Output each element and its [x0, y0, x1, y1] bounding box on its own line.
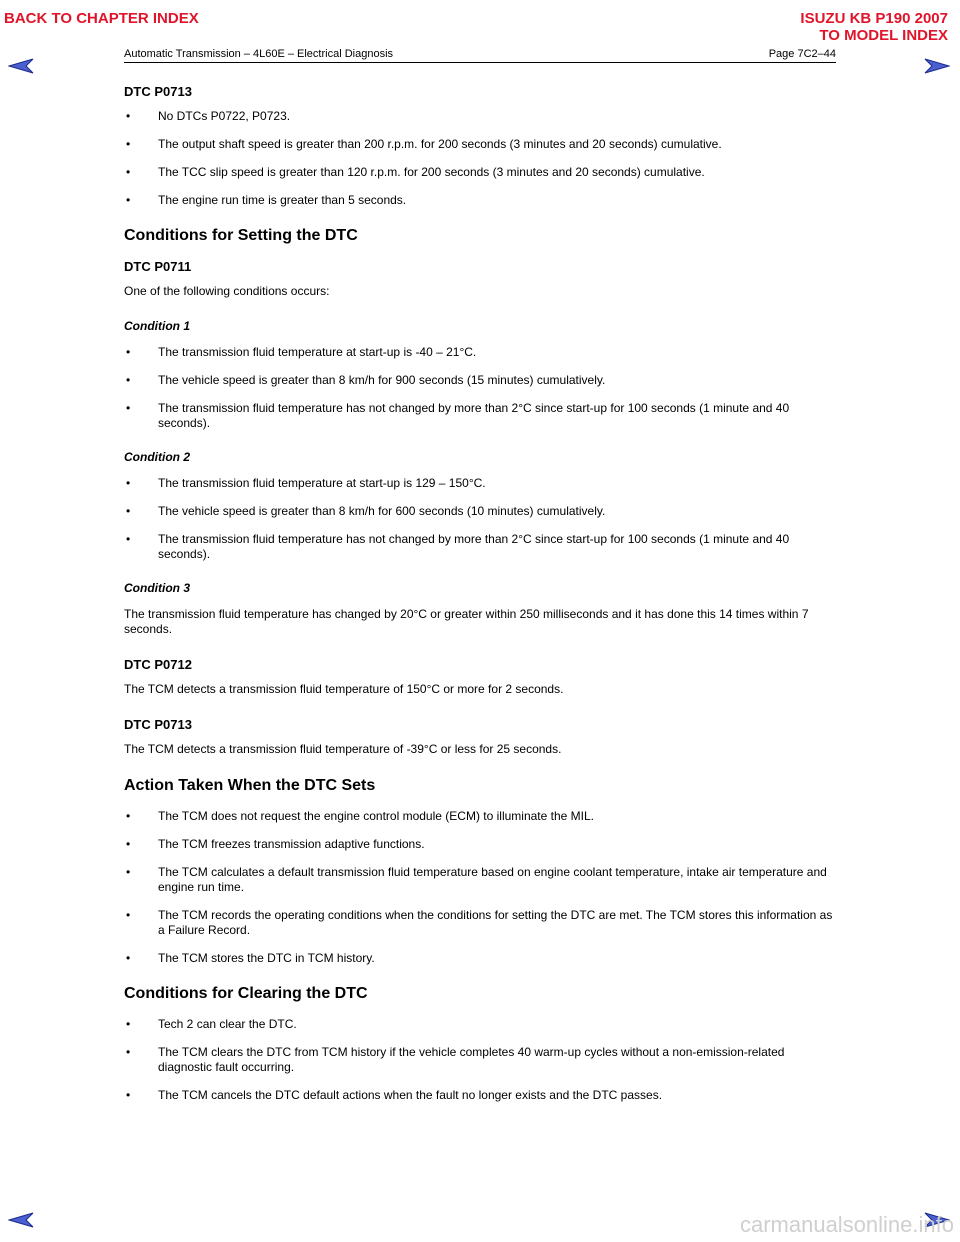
- bullet: •: [126, 401, 131, 415]
- list-item-text: The vehicle speed is greater than 8 km/h for 900 seconds (15 minutes) cumulatively.: [158, 373, 606, 387]
- list-item-text: The TCM stores the DTC in TCM history.: [158, 951, 375, 965]
- dtc-heading: DTC P0713: [124, 717, 192, 732]
- watermark: carmanualsonline.info: [739, 1212, 954, 1237]
- list-item: [124, 504, 836, 519]
- bullet-list: [124, 476, 836, 562]
- list-item: [124, 532, 836, 562]
- list-item-text: The transmission fluid temperature at start-up is -40 – 21°C.: [158, 345, 477, 359]
- section-heading: Conditions for Setting the DTC: [124, 227, 358, 244]
- bullet: •: [126, 165, 131, 179]
- bullet: •: [126, 476, 131, 490]
- list-item-text: The TCM does not request the engine control module (ECM) to illuminate the MIL.: [158, 809, 594, 823]
- bullet-list: [124, 809, 836, 966]
- bullet: •: [126, 345, 131, 359]
- list-item: [124, 865, 836, 895]
- list-item: [124, 1045, 836, 1075]
- list-item: [124, 951, 836, 966]
- bullet: •: [126, 1045, 131, 1059]
- condition-heading: Condition 2: [124, 450, 190, 464]
- list-item: [124, 373, 836, 388]
- list-item-text: The output shaft speed is greater than 200 r.p.m. for 200 seconds (3 minutes and 20 seconds) cumulative.: [158, 137, 722, 151]
- list-item-text: The transmission fluid temperature has not changed by more than 2°C since start-up for 100 seconds (1 minute and 40 seconds).: [158, 532, 790, 561]
- list-item: [124, 137, 836, 152]
- paragraph: One of the following conditions occurs:: [124, 284, 330, 298]
- bullet: •: [126, 837, 131, 851]
- document-title: Automatic Transmission – 4L60E – Electrical Diagnosis: [124, 48, 394, 60]
- list-item-text: The TCM cancels the DTC default actions when the fault no longer exists and the DTC passes.: [158, 1088, 663, 1102]
- list-item-text: The TCM freezes transmission adaptive functions.: [158, 837, 425, 851]
- list-item-text: The engine run time is greater than 5 seconds.: [158, 193, 407, 207]
- section-heading: Action Taken When the DTC Sets: [124, 777, 376, 794]
- list-item: [124, 109, 836, 124]
- next-page-arrow-icon[interactable]: [924, 58, 950, 74]
- list-item-text: The transmission fluid temperature at start-up is 129 – 150°C.: [158, 476, 486, 490]
- page-number: Page 7C2–44: [768, 48, 836, 60]
- list-item-text: The TCM records the operating conditions when the conditions for setting the DTC are met. The TCM stores this information as a Failure Record.: [158, 908, 833, 937]
- header-rule: [124, 62, 836, 63]
- bullet-list: [124, 1017, 836, 1103]
- list-item: [124, 1017, 836, 1032]
- dtc-heading: DTC P0711: [124, 259, 192, 274]
- list-item-text: No DTCs P0722, P0723.: [158, 109, 291, 123]
- list-item-text: The transmission fluid temperature has not changed by more than 2°C since start-up for 100 seconds (1 minute and 40 seconds).: [158, 401, 790, 430]
- bullet: •: [126, 865, 131, 879]
- paragraph: The transmission fluid temperature has changed by 20°C or greater within 250 milliseconds and it has done this 14 times within 7 seconds.: [124, 607, 809, 636]
- list-item: [124, 476, 836, 491]
- list-item: [124, 908, 836, 938]
- bullet: •: [126, 504, 131, 518]
- bullet: •: [126, 908, 131, 922]
- dtc-heading: DTC P0713: [124, 84, 192, 99]
- list-item-text: The TCM clears the DTC from TCM history if the vehicle completes 40 warm-up cycles without a non-emission-related diagnostic fault occurring.: [158, 1045, 785, 1074]
- bullet: •: [126, 809, 131, 823]
- list-item-text: Tech 2 can clear the DTC.: [158, 1017, 297, 1031]
- bullet: •: [126, 1017, 131, 1031]
- list-item-text: The vehicle speed is greater than 8 km/h for 600 seconds (10 minutes) cumulatively.: [158, 504, 606, 518]
- bullet: •: [126, 951, 131, 965]
- bullet: •: [126, 373, 131, 387]
- list-item: [124, 345, 836, 360]
- list-item: [124, 809, 836, 824]
- dtc-heading: DTC P0712: [124, 657, 192, 672]
- list-item: [124, 193, 836, 208]
- bullet-list: [124, 345, 836, 431]
- list-item: [124, 165, 836, 180]
- model-index-link[interactable]: [800, 10, 948, 44]
- prev-page-arrow-icon[interactable]: [8, 1212, 34, 1228]
- bullet: •: [126, 137, 131, 151]
- paragraph: The TCM detects a transmission fluid temperature of 150°C or more for 2 seconds.: [124, 682, 564, 696]
- condition-heading: Condition 1: [124, 319, 190, 333]
- list-item: [124, 1088, 836, 1103]
- bullet: •: [126, 109, 131, 123]
- page-content: [124, 84, 836, 1116]
- bullet: •: [126, 193, 131, 207]
- paragraph: The TCM detects a transmission fluid temperature of -39°C or less for 25 seconds.: [124, 742, 562, 756]
- list-item: [124, 837, 836, 852]
- section-heading: Conditions for Clearing the DTC: [124, 985, 368, 1002]
- bullet: •: [126, 1088, 131, 1102]
- bullet-list: [124, 109, 836, 208]
- list-item: [124, 401, 836, 431]
- back-to-chapter-index-link[interactable]: BACK TO CHAPTER INDEX: [4, 10, 199, 27]
- model-title[interactable]: ISUZU KB P190 2007: [800, 10, 948, 27]
- list-item-text: The TCM calculates a default transmission fluid temperature based on engine coolant temperature, intake air temperature and engine run time.: [158, 865, 827, 894]
- condition-heading: Condition 3: [124, 581, 190, 595]
- prev-page-arrow-icon[interactable]: [8, 58, 34, 74]
- to-model-index[interactable]: TO MODEL INDEX: [819, 27, 948, 44]
- list-item-text: The TCC slip speed is greater than 120 r.p.m. for 200 seconds (3 minutes and 20 seconds) cumulative.: [158, 165, 705, 179]
- bullet: •: [126, 532, 131, 546]
